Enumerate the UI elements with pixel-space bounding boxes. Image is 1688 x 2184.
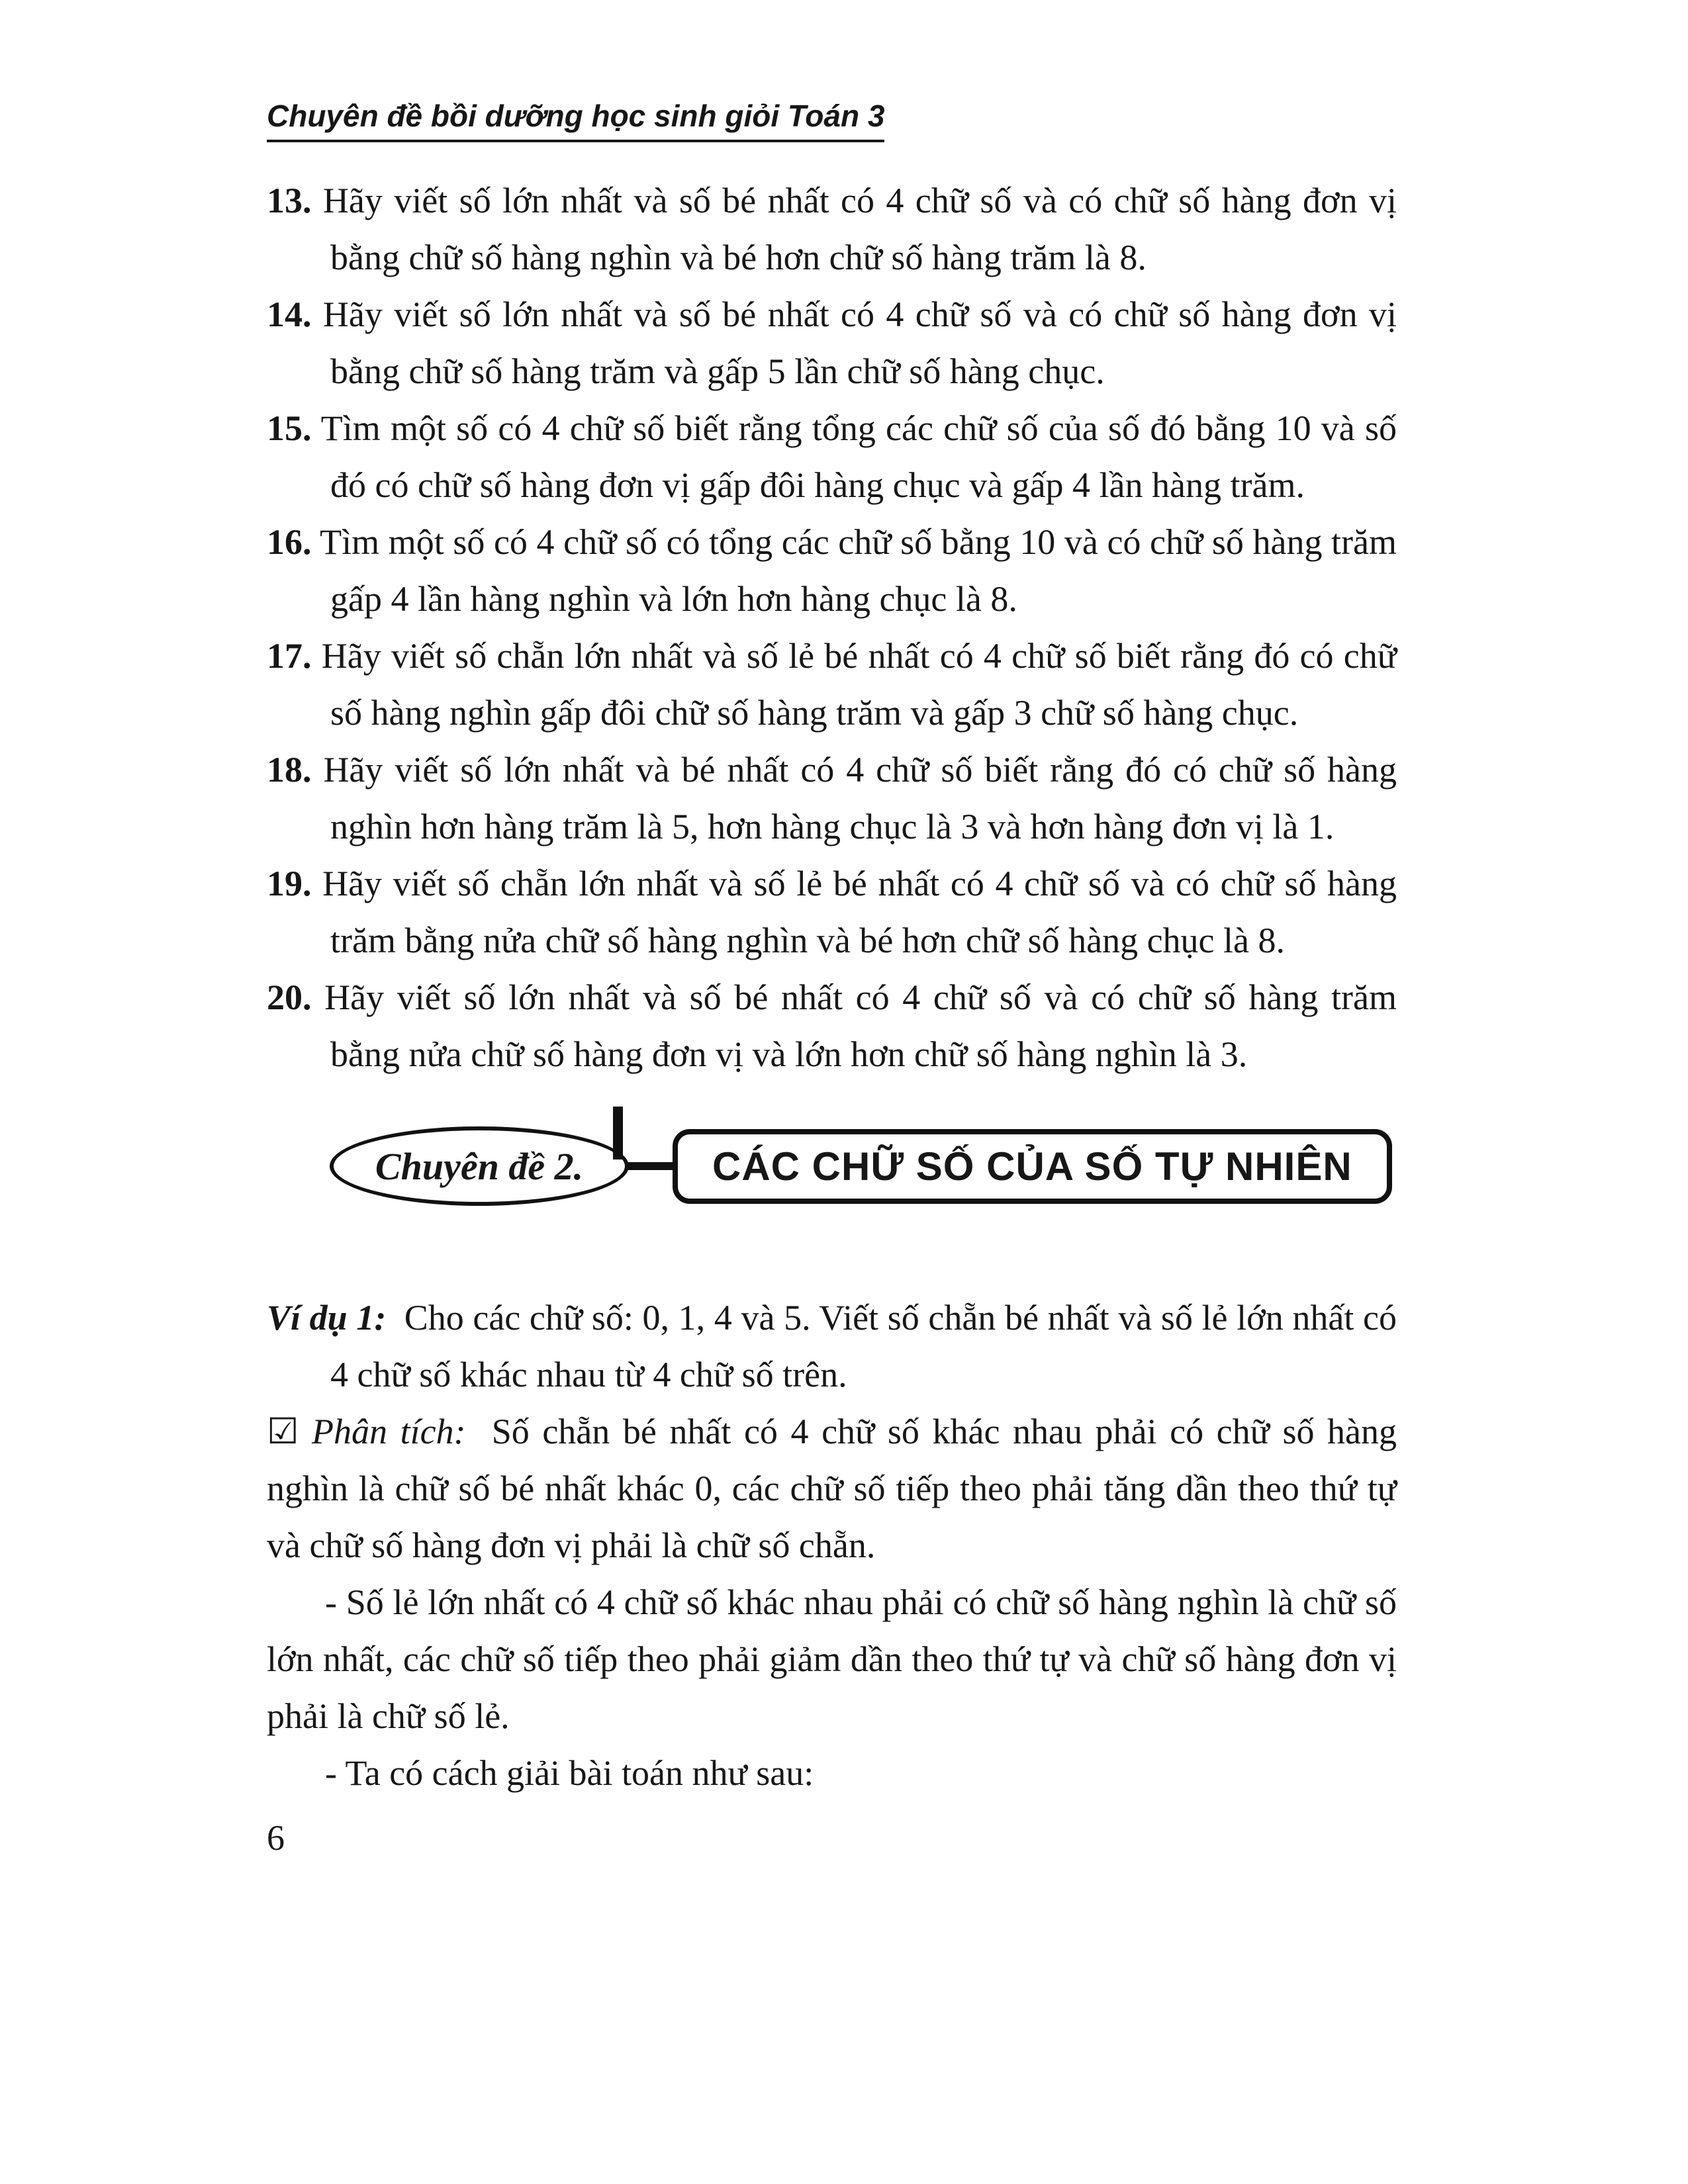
problem-number: 17. <box>267 636 312 676</box>
problem-text: Tìm một số có 4 chữ số có tổng các chữ số bằng 10 và có chữ số hàng trăm gấp 4 lần hàng nghìn và lớn hơn hàng chục là 8. <box>320 522 1397 619</box>
problem-number: 13. <box>267 181 312 220</box>
problem-number: 20. <box>267 978 312 1017</box>
analysis-text: Số chẵn bé nhất có 4 chữ số khác nhau phải có chữ số hàng nghìn là chữ số bé nhất khác 0, các chữ số tiếp theo phải tăng dần theo thứ tự và chữ số hàng đơn vị phải là chữ số chẵn. <box>267 1412 1397 1565</box>
problem-number: 18. <box>267 750 312 790</box>
problem-number: 16. <box>267 522 312 562</box>
problem-text: Hãy viết số chẵn lớn nhất và số lẻ bé nhất có 4 chữ số biết rằng đó có chữ số hàng nghìn gấp đôi chữ số hàng trăm và gấp 3 chữ số hàng chục. <box>321 636 1397 733</box>
analysis-paragraph-2: - Số lẻ lớn nhất có 4 chữ số khác nhau phải có chữ số hàng nghìn là chữ số lớn nhất, các chữ số tiếp theo phải giảm dần theo thứ tự và chữ số hàng đơn vị phải là chữ số lẻ. <box>267 1582 1397 1736</box>
problem-text: Tìm một số có 4 chữ số biết rằng tổng các chữ số của số đó bằng 10 và số đó có chữ số hàng đơn vị gấp đôi hàng chục và gấp 4 lần hàng trăm. <box>320 408 1397 505</box>
problem-item <box>267 514 1397 627</box>
problem-number: 14. <box>267 295 312 334</box>
problem-number: 15. <box>267 408 312 448</box>
problem-item <box>267 286 1397 400</box>
section-banner <box>330 1121 1397 1211</box>
chapter-label: Chuyên đề 2. <box>375 1144 584 1188</box>
problem-text: Hãy viết số lớn nhất và số bé nhất có 4 chữ số và có chữ số hàng đơn vị bằng chữ số hàng trăm và gấp 5 lần chữ số hàng chục. <box>322 295 1397 391</box>
problem-number: 19. <box>267 864 312 903</box>
page-number: 6 <box>267 1818 285 1858</box>
problem-item <box>267 627 1397 741</box>
connector-tick <box>613 1107 623 1160</box>
example-text: Cho các chữ số: 0, 1, 4 và 5. Viết số chẵn bé nhất và số lẻ lớn nhất có 4 chữ số khác nhau từ 4 chữ số trên. <box>330 1298 1397 1394</box>
chapter-label-ellipse <box>330 1126 629 1206</box>
chapter-title: CÁC CHỮ SỐ CỦA SỐ TỰ NHIÊN <box>712 1144 1352 1189</box>
example-label: Ví dụ 1: <box>267 1298 387 1338</box>
problem-list <box>267 172 1397 1083</box>
example-section <box>267 1289 1397 1866</box>
problem-item <box>267 969 1397 1083</box>
chapter-title-box <box>673 1129 1392 1204</box>
checkbox-icon: ☑ <box>267 1412 299 1451</box>
problem-text: Hãy viết số lớn nhất và số bé nhất có 4 chữ số và có chữ số hàng đơn vị bằng chữ số hàng nghìn và bé hơn chữ số hàng trăm là 8. <box>322 181 1397 277</box>
analysis-paragraph <box>267 1403 1397 1574</box>
problem-text: Hãy viết số chẵn lớn nhất và số lẻ bé nhất có 4 chữ số và có chữ số hàng trăm bằng nửa chữ số hàng nghìn và bé hơn chữ số hàng chục là 8. <box>322 864 1397 960</box>
problem-item <box>267 172 1397 286</box>
problem-text: Hãy viết số lớn nhất và bé nhất có 4 chữ số biết rằng đó có chữ số hàng nghìn hơn hàng trăm là 5, hơn hàng chục là 3 và hơn hàng đơn vị là 1. <box>323 750 1397 846</box>
analysis-paragraph-3: - Ta có cách giải bài toán như sau: <box>325 1753 814 1793</box>
problem-item <box>267 400 1397 514</box>
page-content <box>267 98 1397 1866</box>
problem-text: Hãy viết số lớn nhất và số bé nhất có 4 chữ số và có chữ số hàng trăm bằng nửa chữ số hàng đơn vị và lớn hơn chữ số hàng nghìn là 3. <box>324 978 1397 1074</box>
connector-line <box>625 1162 677 1170</box>
analysis-label: Phân tích: <box>312 1412 466 1451</box>
running-head-text: Chuyên đề bồi dưỡng học sinh giỏi Toán 3 <box>267 99 884 142</box>
problem-item <box>267 855 1397 969</box>
problem-item <box>267 741 1397 855</box>
running-head <box>267 98 1397 134</box>
example-paragraph <box>267 1289 1397 1403</box>
